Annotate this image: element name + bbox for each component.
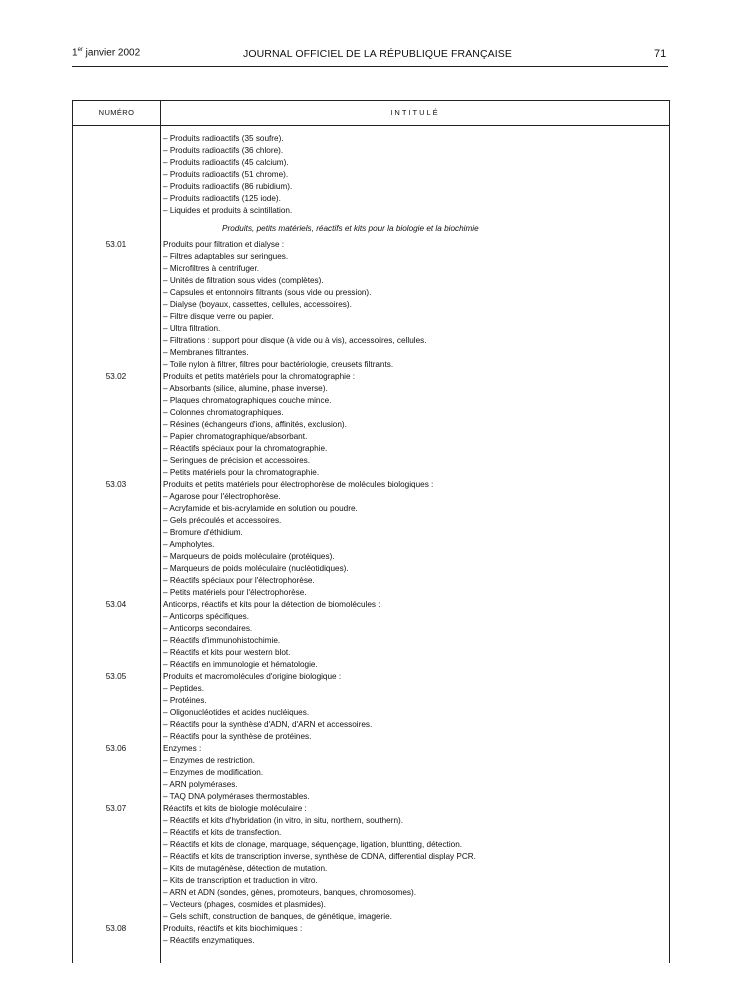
row-text: – Produits radioactifs (86 rubidium). [163,182,293,191]
table-row [72,443,668,455]
page-number: 71 [654,48,667,60]
row-text: – Filtres adaptables sur seringues. [163,252,289,261]
row-number: 53.02 [105,372,127,381]
table-row [72,563,668,575]
table-row [72,587,668,599]
table-row [72,275,668,287]
table-row [72,659,668,671]
table-row [72,599,668,611]
row-text: – Anticorps secondaires. [163,624,253,633]
table-row [72,875,668,887]
table-body [72,133,668,947]
row-text: Produits, réactifs et kits biochimiques : [163,924,303,933]
row-text: – Produits radioactifs (36 chlore). [163,146,284,155]
row-text: – Produits radioactifs (125 iode). [163,194,281,203]
table-row [72,431,668,443]
row-text: – Produits radioactifs (51 chrome). [163,170,289,179]
row-text: Produits et macromolécules d'origine biologique : [163,672,342,681]
row-text: – Ampholytes. [163,540,215,549]
row-number: 53.06 [105,744,127,753]
row-text: – Réactifs d'immunohistochimie. [163,636,281,645]
table-row [72,551,668,563]
table-row [72,899,668,911]
journal-title: JOURNAL OFFICIEL DE LA RÉPUBLIQUE FRANÇAISE [243,48,512,60]
table-row [72,683,668,695]
table-row [72,623,668,635]
table-row [72,671,668,683]
table-row [72,839,668,851]
row-text: – Protéines. [163,696,207,705]
row-text: – Gels schift, construction de banques, de génétique, imagerie. [163,912,392,921]
row-text: – Unités de filtration sous vides (complètes). [163,276,324,285]
header-rule [72,66,668,67]
table-row [72,731,668,743]
row-text: – Réactifs et kits d'hybridation (in vitro, in situ, northern, southern). [163,816,404,825]
row-text: – Membranes filtrantes. [163,348,249,357]
table-row [72,503,668,515]
table-row [72,647,668,659]
row-text: – Réactifs spéciaux pour l'électrophorèse. [163,576,315,585]
row-text: – Microfiltres à centrifuger. [163,264,260,273]
row-text: – Ultra filtration. [163,324,221,333]
row-text: – Filtrations : support pour disque (à vide ou à vis), accessoires, cellules. [163,336,427,345]
row-text: – Capsules et entonnoirs filtrants (sous vide ou pression). [163,288,372,297]
table-row [72,935,668,947]
table-row [72,347,668,359]
row-text: Produits et petits matériels pour la chromatographie : [163,372,356,381]
row-text: – Réactifs enzymatiques. [163,936,255,945]
row-text: – Réactifs pour la synthèse de protéines. [163,732,312,741]
row-text: Produits et petits matériels pour électrophorèse de molécules biologiques : [163,480,434,489]
table-row [72,791,668,803]
row-text: – Toile nylon à filtrer, filtres pour bactériologie, creusets filtrants. [163,360,394,369]
row-text: – Bromure d'éthidium. [163,528,243,537]
row-text: – Réactifs et kits de clonage, marquage, séquençage, ligation, bluntting, détection. [163,840,463,849]
row-text: – Kits de mutagénèse, détection de mutation. [163,864,328,873]
table-row [72,491,668,503]
row-text: – Petits matériels pour l'électrophorèse. [163,588,307,597]
row-number: 53.04 [105,600,127,609]
row-number: 53.05 [105,672,127,681]
row-text: – Marqueurs de poids moléculaire (nucléotidiques). [163,564,349,573]
row-text: – Absorbants (silice, alumine, phase inverse). [163,384,328,393]
row-text: – ARN polymérases. [163,780,238,789]
row-text: – Résines (échangeurs d'ions, affinités, exclusion). [163,420,347,429]
table-row [72,479,668,491]
table-row [72,515,668,527]
row-text: – Réactifs en immunologie et hématologie. [163,660,318,669]
table-row [72,611,668,623]
table-row [72,299,668,311]
row-text: – Marqueurs de poids moléculaire (protéiques). [163,552,335,561]
table-row [72,863,668,875]
table-row [72,527,668,539]
row-text: – Produits radioactifs (35 soufre). [163,134,284,143]
row-text: – Enzymes de modification. [163,768,264,777]
row-number: 53.03 [105,480,127,489]
row-text: – Plaques chromatographiques couche mince. [163,396,332,405]
row-text: – Enzymes de restriction. [163,756,255,765]
row-text: Produits, petits matériels, réactifs et kits pour la biologie et la biochimie [222,224,479,233]
row-text: – Colonnes chromatographiques. [163,408,284,417]
table-row [72,205,668,217]
row-text: – Réactifs et kits pour western blot. [163,648,291,657]
row-text: Enzymes : [163,744,202,753]
table-row [72,193,668,205]
table-row [72,707,668,719]
table-row [72,181,668,193]
row-text: Réactifs et kits de biologie moléculaire : [163,804,307,813]
row-text: – Réactifs et kits de transcription inverse, synthèse de CDNA, differential display PCR. [163,852,476,861]
row-text: Produits pour filtration et dialyse : [163,240,285,249]
table-row [72,911,668,923]
table-row [72,575,668,587]
row-text: – Filtre disque verre ou papier. [163,312,274,321]
table-row [72,157,668,169]
row-text: – Kits de transcription et traduction in vitro. [163,876,318,885]
row-text: – Papier chromatographique/absorbant. [163,432,308,441]
table-row [72,383,668,395]
table-row [72,251,668,263]
table-row [72,851,668,863]
row-text: – Anticorps spécifiques. [163,612,250,621]
row-text: – Réactifs pour la synthèse d'ADN, d'ARN et accessoires. [163,720,373,729]
table-row [72,311,668,323]
row-number: 53.01 [105,240,127,249]
table-row [72,223,668,235]
row-text: Anticorps, réactifs et kits pour la détection de biomolécules : [163,600,381,609]
row-text: – TAQ DNA polymérases thermostables. [163,792,310,801]
row-text: – ARN et ADN (sondes, gènes, promoteurs, banques, chromosomes). [163,888,417,897]
table-row [72,169,668,181]
table-row [72,359,668,371]
row-text: – Liquides et produits à scintillation. [163,206,293,215]
issue-date: 1er janvier 2002 [72,47,141,59]
table-row [72,323,668,335]
table-row [72,695,668,707]
table-row [72,815,668,827]
row-text: – Petits matériels pour la chromatographie. [163,468,320,477]
column-header-intitule: INTITULÉ [390,108,440,117]
table-row [72,887,668,899]
table-row [72,827,668,839]
table-row [72,755,668,767]
row-text: – Produits radioactifs (45 calcium). [163,158,289,167]
row-number: 53.08 [105,924,127,933]
row-text: – Seringues de précision et accessoires. [163,456,310,465]
table-row [72,635,668,647]
row-text: – Agarose pour l'électrophorèse. [163,492,281,501]
table-row [72,455,668,467]
row-text: – Réactifs spéciaux pour la chromatographie. [163,444,328,453]
table-row [72,239,668,251]
table-row [72,407,668,419]
row-text: – Peptides. [163,684,204,693]
table-row [72,779,668,791]
row-text: – Oligonucléotides et acides nucléiques. [163,708,310,717]
table-row [72,371,668,383]
table-row [72,467,668,479]
table-row [72,923,668,935]
table-row [72,719,668,731]
table-row [72,767,668,779]
row-text: – Gels précoulés et accessoires. [163,516,282,525]
table-row [72,263,668,275]
table-header-row [73,101,669,126]
column-header-numero: NUMÉRO [73,101,161,125]
row-text: – Réactifs et kits de transfection. [163,828,282,837]
table-row [72,287,668,299]
table-row [72,803,668,815]
table-row [72,145,668,157]
table-row [72,133,668,145]
row-number: 53.07 [105,804,127,813]
table-row [72,335,668,347]
row-text: – Acryfamide et bis-acrylamide en solution ou poudre. [163,504,358,513]
table-row [72,539,668,551]
table-row [72,419,668,431]
table-row [72,395,668,407]
table-row [72,743,668,755]
row-text: – Vecteurs (phages, cosmides et plasmides). [163,900,326,909]
row-text: – Dialyse (boyaux, cassettes, cellules, accessoires). [163,300,352,309]
